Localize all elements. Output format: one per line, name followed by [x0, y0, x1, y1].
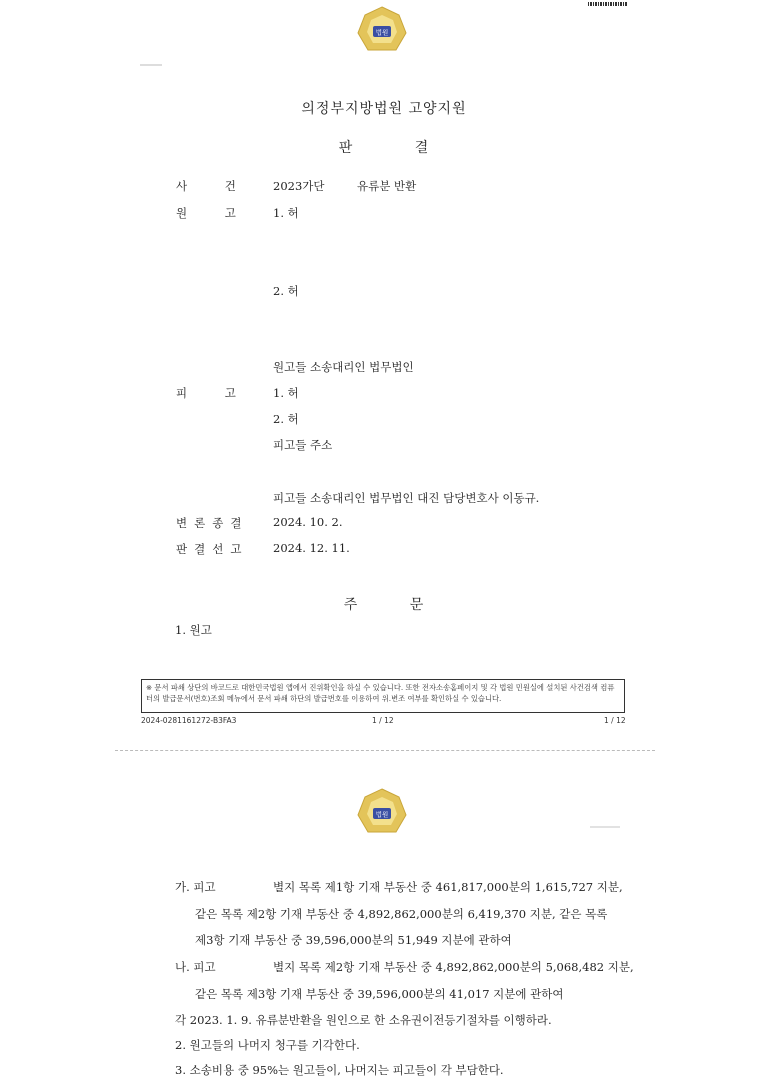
- case-subject: 유류분 반환: [357, 179, 417, 193]
- closing-date: 2024. 10. 2.: [273, 515, 343, 529]
- faint-mark: [140, 64, 162, 66]
- ruling-date-label: 판결선고: [176, 542, 249, 556]
- court-emblem-page2: [357, 788, 407, 842]
- item-ga-label: 가. 피고: [175, 880, 216, 894]
- plaintiff-label: 원 고: [176, 206, 236, 220]
- item-na-line1: 별지 목록 제2항 기재 부동산 중 4,892,862,000분의 5,068,482 지분,: [273, 960, 634, 974]
- page-number-right: 1 / 12: [604, 716, 626, 725]
- svg-text:법원: 법원: [375, 810, 389, 819]
- defendant-1: 1. 허: [273, 386, 299, 400]
- ruling-date: 2024. 12. 11.: [273, 541, 350, 555]
- issue-code: 2024-0281161272-B3FA3: [141, 716, 237, 725]
- verification-notice: ※ 문서 파쇄 상단의 바코드로 대한민국법원 앱에서 진위확인을 하실 수 있습니다. 또한 전자소송홈페이지 및 각 법원 민원실에 설치된 사건검색 컴퓨터의 발급문서(번호)조회 메뉴에서 문서 파쇄 하단의 발급번호를 이용하여 위.변조 여부를 확인하실 수 있습니다.: [141, 679, 625, 713]
- item-na-line2: 같은 목록 제3항 기재 부동산 중 39,596,000분의 41,017 지분에 관하여: [195, 987, 564, 1001]
- plaintiff-2: 2. 허: [273, 284, 299, 298]
- court-emblem: [357, 6, 407, 60]
- order-each-line: 각 2023. 1. 9. 유류분반환을 원인으로 한 소유권이전등기절차를 이행하라.: [175, 1013, 552, 1027]
- page-number: 1 / 12: [372, 716, 394, 725]
- order-item-2: 2. 원고들의 나머지 청구를 기각한다.: [175, 1038, 360, 1052]
- barcode-fragment: [588, 2, 628, 6]
- item-ga-line3: 제3항 기재 부동산 중 39,596,000분의 51,949 지분에 관하여: [195, 933, 512, 947]
- faint-mark-2: [590, 826, 620, 828]
- item-ga-line1: 별지 목록 제1항 기재 부동산 중 461,817,000분의 1,615,727 지분,: [273, 880, 623, 894]
- svg-text:법원: 법원: [375, 28, 389, 37]
- item-ga-line2: 같은 목록 제2항 기재 부동산 중 4,892,862,000분의 6,419,370 지분, 같은 목록: [195, 907, 608, 921]
- order-item-3: 3. 소송비용 중 95%는 원고들이, 나머지는 피고들이 각 부담한다.: [175, 1063, 504, 1077]
- order-heading: 주 문: [343, 597, 425, 613]
- case-number: 2023가단: [273, 179, 325, 193]
- court-name: 의정부지방법원 고양지원: [301, 101, 467, 117]
- defendant-counsel: 피고들 소송대리인 법무법인 대진 담당변호사 이동규.: [273, 491, 540, 505]
- order-item-1: 1. 원고: [175, 623, 212, 637]
- plaintiff-1: 1. 허: [273, 206, 299, 220]
- case-label: 사 건: [176, 179, 236, 193]
- document-type: 판 결: [338, 140, 430, 156]
- defendant-2: 2. 허: [273, 412, 299, 426]
- plaintiff-counsel: 원고들 소송대리인 법무법인: [273, 360, 414, 374]
- closing-label: 변론종결: [176, 516, 249, 530]
- page-separator: [115, 750, 655, 751]
- defendant-address: 피고들 주소: [273, 438, 333, 452]
- defendant-label: 피 고: [176, 386, 236, 400]
- item-na-label: 나. 피고: [175, 960, 216, 974]
